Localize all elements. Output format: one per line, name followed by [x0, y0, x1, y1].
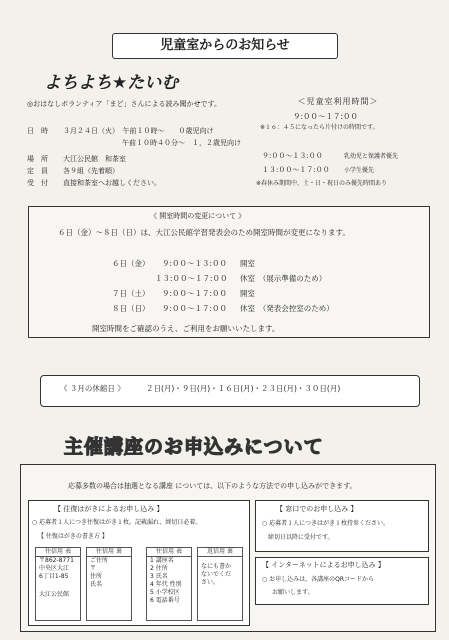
closed-days-dates: ２日(月)・９日(月)・１６日(月)・２３日(月)・３０日(月) [146, 384, 341, 393]
card-3-line-5: 5 小学校区 [150, 589, 180, 596]
postcard-title: 【 往復はがきによるお申し込み 】 [54, 505, 164, 513]
counter-line-2: 締切日以降に受付です。 [268, 534, 334, 541]
storytime-date-value: ３月２４日（火） 午前１０時〜 ０歳児向け [63, 127, 214, 135]
internet-line-2: お願いします。 [272, 589, 314, 596]
page-header-title: 児童室からのお知らせ [112, 33, 338, 59]
card-3-line-2: 2 住所 [150, 565, 168, 572]
hours-row-1-label: 乳幼児と保護者優先 [344, 153, 399, 160]
application-title: 主催講座のお申込みについて [64, 436, 324, 458]
hours-row-2-label: 小学生優先 [344, 167, 375, 174]
change-row-2-time: １３:００〜１７:００ [155, 274, 228, 283]
card-4-head: 返信用 裏 [198, 548, 242, 557]
storytime-title: よちよち★たいむ [44, 73, 179, 93]
card-1-line-3: 6丁目1-85 [39, 573, 69, 580]
change-row-4-day: ８日（日） [112, 304, 150, 313]
card-3-line-1: 1 講座名 [150, 557, 174, 564]
card-1-line-2: 中央区大江 [39, 565, 70, 572]
card-4-line-1: なにも書か [201, 563, 232, 570]
hours-change-title: 《 開室時間の変更について 》 [150, 212, 246, 220]
hours-panel [258, 97, 418, 106]
counter-title: 【 窓口でのお申し込み 】 [276, 505, 358, 513]
hours-note: ※１６：４５になったら片付けの時間です。 [260, 124, 379, 131]
storytime-reception-label: 受 付 [27, 179, 48, 187]
change-row-3-day: ７日（土） [112, 289, 150, 298]
postcard-card-3 [146, 547, 192, 621]
hours-row-1-time: ９:００〜１３:００ [262, 152, 323, 160]
hours-title: ＜児童室利用時間＞ [297, 97, 379, 106]
hours-note-2: ※春休み期間中、土・日・祝日のみ優先時間あり [256, 180, 388, 187]
counter-line-1: ○ 応募者１人につきはがき１枚持参ください。 [262, 520, 390, 527]
storytime-date-value-2: 午前１０時４０分〜 １，２歳児向け [122, 139, 241, 147]
card-3-head: 往信用 表 [147, 548, 191, 557]
card-4-line-3: さい。 [201, 579, 220, 586]
card-2-line-4: 氏名 [90, 581, 103, 588]
storytime-date-label: 日 時 [27, 127, 48, 135]
card-1-head: 往信用 表 [36, 548, 80, 557]
hours-row-2-time: １３:００〜１７:００ [262, 166, 330, 174]
change-row-4-state: 休室 （発表会控室のため） [240, 304, 334, 313]
internet-title: 【 インターネットによるお申し込み 】 [262, 561, 385, 569]
card-2-line-2: 〒 [90, 565, 97, 572]
card-3-line-4: 4 年代 性別 [150, 581, 182, 588]
hours-change-footer: 開室時間をご確認のうえ、ご利用をお願いいたします。 [92, 324, 280, 333]
change-row-1-state: 開室 [240, 259, 255, 268]
card-4-line-2: ないでくだ [201, 571, 232, 578]
card-1-line-1: 〒862-8771 [39, 557, 74, 564]
change-row-4-time: ９:００〜１７:００ [162, 304, 228, 313]
postcard-card-4 [197, 547, 243, 621]
change-row-3-state: 開室 [240, 289, 255, 298]
storytime-reception-value: 直接和茶室へお越しください。 [63, 179, 161, 187]
card-2-head: 往信用 裏 [87, 548, 131, 557]
card-3-line-6: 6 電話番号 [150, 597, 180, 604]
storytime-place-label: 場 所 [27, 155, 48, 163]
hours-change-box [28, 206, 430, 338]
postcard-line-2: 【 往復はがきの書き方 】 [38, 533, 108, 540]
storytime-capacity-value: 各９組（先着順） [63, 167, 119, 175]
change-row-1-time: ９:００〜１３:００ [162, 259, 228, 268]
storytime-place-value: 大江公民館 和茶室 [63, 155, 126, 163]
internet-line-1: ○ お申し込みは、各講座のQRコードから [262, 576, 375, 583]
change-row-3-time: ９:００〜１７:００ [162, 289, 228, 298]
closed-days-label: 《 ３月の休館日 》 [60, 384, 125, 393]
postcard-card-2 [86, 547, 132, 621]
hours-change-lead: ６日（金）〜８日（日）は、大江公民館学習発表会のため開室時間が変更になります。 [58, 228, 350, 237]
card-3-line-3: 3 氏名 [150, 573, 168, 580]
card-2-line-1: ご住所 [90, 557, 109, 564]
card-1-line-4 [36, 581, 80, 591]
application-lead: 応募多数の場合は抽選となる講座 については、以下のような方法での申し込みができます。 [68, 482, 357, 490]
card-2-line-3: 住所 [90, 573, 103, 580]
hours-main: ９:００〜１７:００ [293, 112, 359, 121]
card-1-line-5: 大江公民館 [39, 591, 70, 598]
postcard-line-1: ○ 応募者１人につき往復はがき１枚。記載漏れ、締切日必着。 [32, 519, 202, 526]
change-row-1-day: ６日（金） [112, 259, 150, 268]
storytime-intro: ◎おはなしボランティア「まど」さんによる読み聞かせです。 [27, 100, 221, 108]
storytime-capacity-label: 定 員 [27, 167, 48, 175]
change-row-2-state: 休室 （展示準備のため） [240, 274, 327, 283]
postcard-card-1 [35, 547, 81, 621]
